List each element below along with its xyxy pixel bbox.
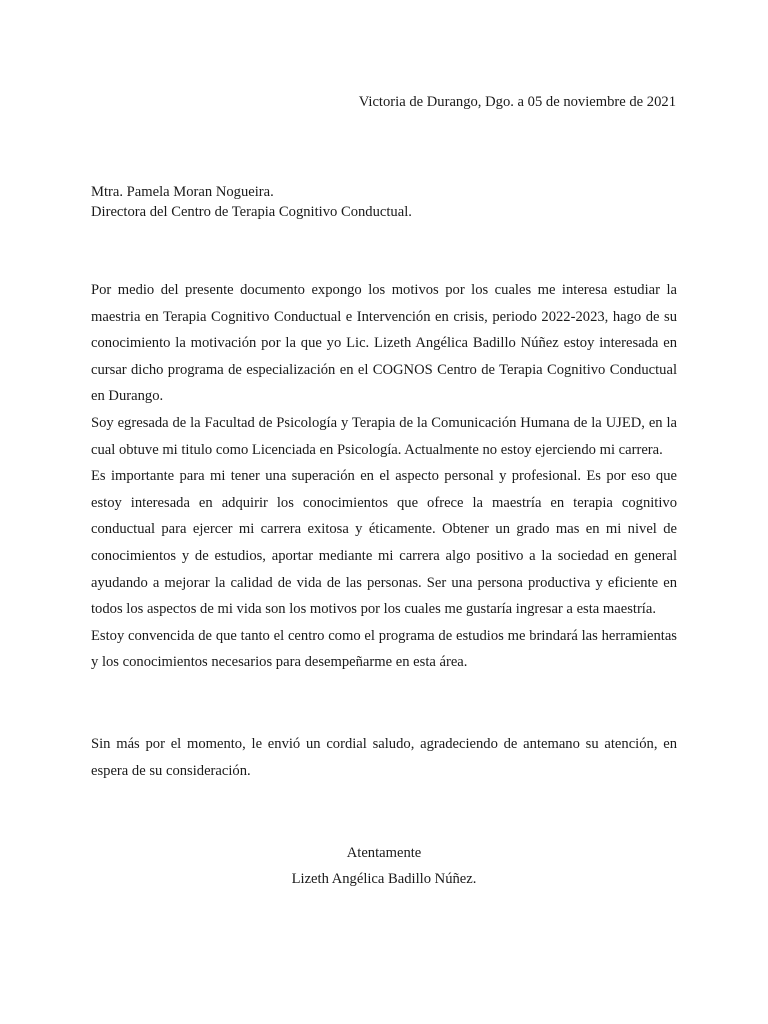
body-paragraph-education: Soy egresada de la Facultad de Psicología y Terapia de la Comunicación Humana de la UJED, en la cual obtuve mi titulo como Licenciada en Psicología. Actualmente no estoy ejerciendo mi carrera.: [91, 414, 677, 458]
recipient-name: Mtra. Pamela Moran Nogueira.: [91, 184, 274, 200]
letter-body: [91, 277, 677, 676]
signature-block: [0, 840, 768, 892]
body-paragraph-conviction: Estoy convencida de que tanto el centro como el programa de estudios me brindará las herramientas y los conocimientos necesarios para desempeñarme en esta área.: [91, 627, 677, 671]
body-paragraph-motivation: Es importante para mi tener una superación en el aspecto personal y profesional. Es por eso que estoy interesada en adquirir los conocimientos que ofrece la maestría en terapia cognitivo conductual para ejercer mi carrera exitosa y éticamente. Obtener un grado mas en mi nivel de conocimientos y de estudios, aportar mediante mi carrera algo positivo a la sociedad en general ayudando a mejorar la calidad de vida de las personas. Ser una persona productiva y eficiente en todos los aspectos de mi vida son los motivos por los cuales me gustaría ingresar a esta maestría.: [91, 468, 677, 618]
recipient-block: [91, 182, 412, 222]
date-line: Victoria de Durango, Dgo. a 05 de noviembre de 2021: [358, 94, 676, 110]
closing-paragraph: Sin más por el momento, le envió un cordial saludo, agradeciendo de antemano su atención, en espera de su consideración.: [91, 736, 677, 779]
closing-word: Atentamente: [346, 845, 422, 861]
recipient-title: Directora del Centro de Terapia Cognitivo Conductual.: [91, 204, 412, 220]
body-paragraph-intro: Por medio del presente documento expongo los motivos por los cuales me interesa estudiar la maestria en Terapia Cognitivo Conductual e Intervención en crisis, periodo 2022-2023, hago de su conocimiento la motivación por la que yo Lic. Lizeth Angélica Badillo Núñez estoy interesada en cursar dicho programa de especialización en el COGNOS Centro de Terapia Cognitivo Conductual en Durango.: [91, 282, 677, 405]
signer-name: Lizeth Angélica Badillo Núñez.: [291, 871, 477, 887]
closing-block: [91, 731, 677, 784]
